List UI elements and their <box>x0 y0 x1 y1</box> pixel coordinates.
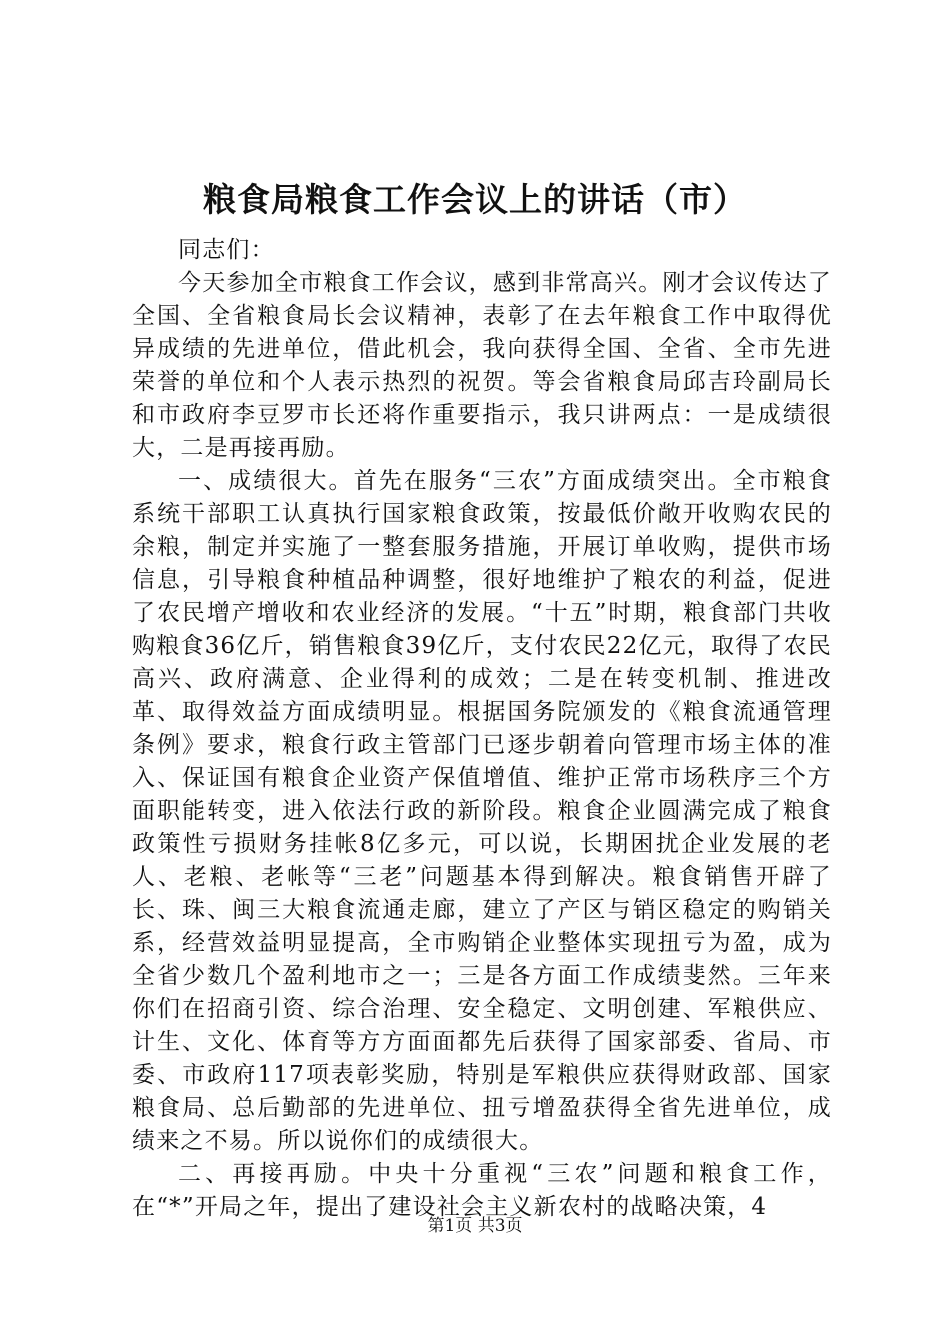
paragraph-continue-efforts: 二、再接再励。中央十分重视“三农”问题和粮食工作，在“*”开局之年，提出了建设社会主义新农村的战略决策，4 <box>132 1161 832 1220</box>
salutation: 同志们： <box>178 237 275 263</box>
paragraph-intro: 今天参加全市粮食工作会议，感到非常高兴。刚才会议传达了全国、全省粮食局长会议精神，表彰了在去年粮食工作中取得优异成绩的先进单位，借此机会，我向获得全国、全省、全市先进荣誉的单位和个人表示热烈的祝贺。等会省粮食局邱吉玲副局长和市政府李豆罗市长还将作重要指示，我只讲两点：一是成绩很大，二是再接再励。 <box>132 270 832 461</box>
document-body <box>132 234 832 1224</box>
page-number-footer: 第1页 共3页 <box>427 1216 523 1236</box>
paragraph-achievements: 一、成绩很大。首先在服务“三农”方面成绩突出。全市粮食系统干部职工认真执行国家粮食政策，按最低价敞开收购农民的余粮，制定并实施了一整套服务措施，开展订单收购，提供市场信息，引导粮食种植品种调整，很好地维护了粮农的利益，促进了农民增产增收和农业经济的发展。“十五”时期，粮食部门共收购粮食36亿斤，销售粮食39亿斤，支付农民22亿元，取得了农民高兴、政府满意、企业得利的成效；二是在转变机制、推进改革、取得效益方面成绩明显。根据国务院颁发的《粮食流通管理条例》要求，粮食行政主管部门已逐步朝着向管理市场主体的准入、保证国有粮食企业资产保值增值、维护正常市场秩序三个方面职能转变，进入依法行政的新阶段。粮食企业圆满完成了粮食政策性亏损财务挂帐8亿多元，可以说，长期困扰企业发展的老人、老粮、老帐等“三老”问题基本得到解决。粮食销售开辟了长、珠、闽三大粮食流通走廊，建立了产区与销区稳定的购销关系，经营效益明显提高，全市购销企业整体实现扭亏为盈，成为全省少数几个盈利地市之一；三是各方面工作成绩斐然。三年来你们在招商引资、综合治理、安全稳定、文明创建、军粮供应、计生、文化、体育等方方面面都先后获得了国家部委、省局、市委、市政府117项表彰奖励，特别是军粮供应获得财政部、国家粮食局、总后勤部的先进单位、扭亏增盈获得全省先进单位，成绩来之不易。所以说你们的成绩很大。 <box>132 468 832 1154</box>
document-title: 粮食局粮食工作会议上的讲话（市） <box>203 180 747 219</box>
